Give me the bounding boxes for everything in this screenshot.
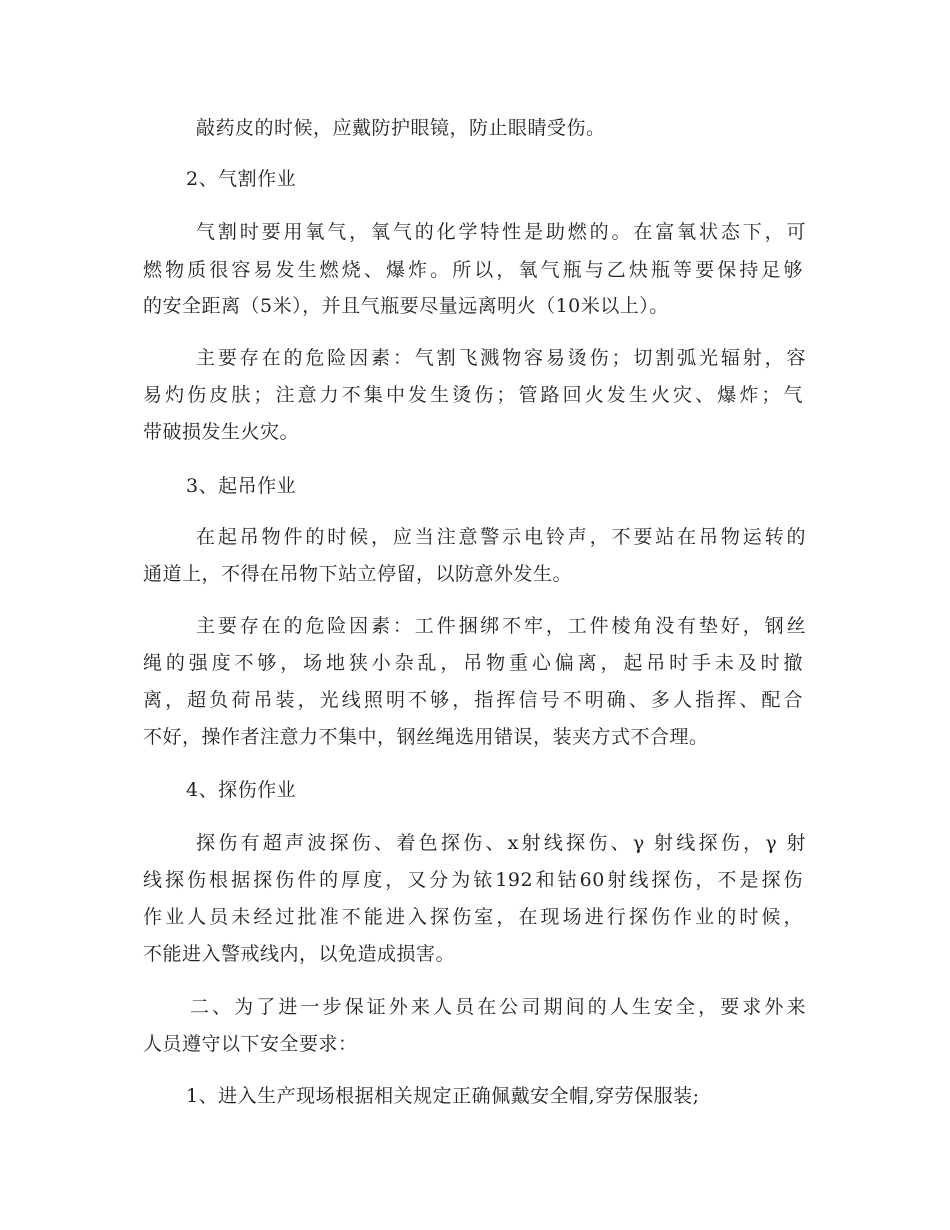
paragraph-line: 探伤有超声波探伤、着色探伤、x射线探伤、γ 射线探伤，γ 射 — [196, 832, 806, 854]
paragraph-line: 绳的强度不够，场地狭小杂乱，吊物重心偏离，起吊时手未及时撤 — [143, 652, 803, 674]
paragraph-line: 敲药皮的时候，应戴防护眼镜，防止眼睛受伤。 — [196, 117, 606, 139]
section-heading: 4、探伤作业 — [186, 779, 297, 801]
paragraph-line: 的安全距离（5米），并且气瓶要尽量远离明火（10米以上）。 — [143, 295, 669, 317]
paragraph-line: 作业人员未经过批准不能进入探伤室，在现场进行探伤作业的时候， — [143, 906, 803, 928]
paragraph-line: 不好，操作者注意力不集中，钢丝绳选用错误，装夹方式不合理。 — [143, 726, 709, 748]
paragraph-line: 不能进入警戒线内，以免造成损害。 — [143, 943, 456, 965]
paragraph-line: 气割时要用氧气，氧气的化学特性是助燃的。在富氧状态下，可 — [196, 221, 806, 243]
paragraph-line: 易灼伤皮肤；注意力不集中发生烫伤；管路回火发生火灾、爆炸；气 — [143, 384, 803, 406]
paragraph-line: 主要存在的危险因素：气割飞溅物容易烫伤；切割弧光辐射，容 — [196, 347, 806, 369]
paragraph-line: 在起吊物件的时候，应当注意警示电铃声，不要站在吊物运转的 — [196, 526, 806, 548]
paragraph-line: 通道上，不得在吊物下站立停留，以防意外发生。 — [143, 563, 573, 585]
section-heading: 2、气割作业 — [186, 168, 297, 190]
section-heading: 3、起吊作业 — [186, 475, 297, 497]
paragraph-line: 人员遵守以下安全要求： — [143, 1033, 358, 1055]
paragraph-line: 燃物质很容易发生燃烧、爆炸。所以，氧气瓶与乙炔瓶等要保持足够 — [143, 259, 803, 281]
list-item: 1、进入生产现场根据相关规定正确佩戴安全帽,穿劳保服装; — [186, 1085, 700, 1107]
paragraph-line: 主要存在的危险因素：工件捆绑不牢，工件棱角没有垫好，钢丝 — [196, 615, 806, 637]
paragraph-line: 二、为了进一步保证外来人员在公司期间的人生安全，要求外来 — [190, 996, 806, 1018]
paragraph-line: 离，超负荷吊装，光线照明不够，指挥信号不明确、多人指挥、配合 — [143, 689, 803, 711]
paragraph-line: 线探伤根据探伤件的厚度，又分为铱192和钴60射线探伤，不是探伤 — [143, 869, 803, 891]
paragraph-line: 带破损发生火灾。 — [143, 421, 300, 443]
